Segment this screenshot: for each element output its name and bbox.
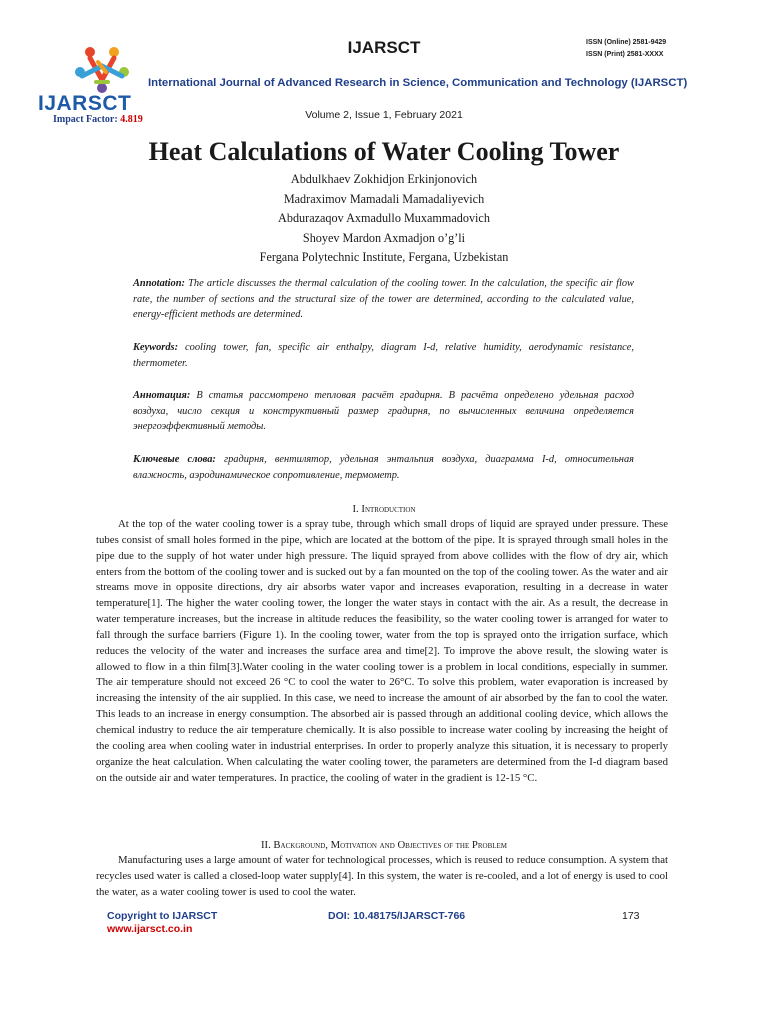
article-title: Heat Calculations of Water Cooling Tower [148,137,620,166]
page-number: 173 [622,910,640,922]
annotation-label: Annotation: [133,278,185,289]
section-body: Manufacturing uses a large amount of water for technological processes, which is reused to reduce consumption. A system that recycles used water is called a closed-loop water supply[4]. In this system, the water is re-cooled, and a lot of energy is used to cool the water, as a water cooling tower is used to cool the water. [96,854,668,898]
author-list [0,170,768,268]
keywords-paragraph: Keywords: cooling tower, fan, specific air enthalpy, diagram I-d, relative humidity, aerodynamic resistance, thermometer. [133,342,634,369]
issn-block [586,37,666,61]
author: Abdurazaqov Axmadullo Muxammadovich [278,211,490,225]
author: Madraximov Mamadali Mamadaliyevich [283,191,485,206]
section-heading: I. Introduction [352,503,416,515]
footer-copyright: Copyright to IJARSCT [107,910,218,922]
section-heading: II. Background, Motivation and Objectives of the Problem [260,839,508,851]
logo-wordmark: IJARSCT [38,92,132,115]
keywords-label: Keywords: [133,342,179,353]
journal-full-name: International Journal of Advanced Research in Science, Communication and Technology (IJARSCT) [148,77,688,89]
footer-url-link[interactable]: www.ijarsct.co.in [107,923,193,935]
issn-print: ISSN (Print) 2581-XXXX [586,51,664,58]
issn-online: ISSN (Online) 2581-9429 [586,39,667,46]
impact-factor: Impact Factor: 4.819 [53,114,143,125]
affiliation: Fergana Polytechnic Institute, Fergana, Uzbekistan [259,250,509,264]
author: Abdulkhaev Zokhidjon Erkinjonovich [290,172,478,186]
section-body: At the top of the water cooling tower is a spray tube, through which small drops of liquid are sprayed under pressure. These tubes consist of small holes formed in the pipe, which are located at the bottom of the pipe. It is sprayed through small holes in the pipe due to the supply of hot water under high pressure. The liquid sprayed from above collides with the flow of dry air, which enters from the bottom of the cooling tower and is sucked out by a fan mounted on the top of the cooling tower. As the water and air streams move in opposite directions, dry air absorbs water vapor and increases evaporation, resulting in a decrease in water temperature[1]. The higher the water cooling tower, the longer the water stays in contact with the air. As a result, the decrease in water temperature increases, but the increase in altitude reduces the feasibility, so the water cooling tower is arranged for water to fall through the surface barriers (Figure 1). In the cooling tower, water from the top is sprayed onto the irrigation surface, which reduces the velocity of the water and increases the surface area and time[2]. To improve the above result, the slowing water is allowed to flow in a thin film[3].Water cooling in the water cooling tower is a problem in local conditions, especially in summer. The air temperature should not exceed 26 °C to cool the water to 26°C. To solve this problem, water evaporation is increased by increasing the intensity of the air supplied. In this case, we need to increase the amount of air absorbed by the fan to cool the water. This leads to an increase in energy consumption. The absorbed air is passed through an additional cooling device, which allows the chemical industry to reduce the air temperature chemically. It is also possible to increase water cooling by increasing the height of the cooling area when cooling water in industrial enterprises. In order to properly analyze this situation, it is necessary to properly organize the heat calculation. When calculating the water cooling tower, the parameters are determined from the I-d diagram based on the outside air and water temperatures. In practice, the cooling of water in the gradient is 12-15 °C. [96,518,668,784]
author: Shoyev Mardon Axmadjon o’g’li [302,230,466,245]
volume-issue: Volume 2, Issue 1, February 2021 [305,109,463,121]
ru-keywords-paragraph: Ключевые слова: градирня, вентилятор, удельная энтальпия воздуха, диаграмма I-d, относительная влажность, аэродинамическое сопротивление, термометр. [133,454,634,481]
footer-doi[interactable]: DOI: 10.48175/IJARSCT-766 [328,910,466,922]
ru-annotation-paragraph: Аннотация: В статья рассмотрено тепловая расчёт градирня. В расчёта определено удельная расход воздуха, число секция и конструктивный размер градирня, по вычисленных величина определяется энергоэффективный методы. [133,390,634,433]
annotation-paragraph: Annotation: The article discusses the thermal calculation of the cooling tower. In the calculation, the specific air flow rate, the number of sections and the structural size of the tower are determined, according to the calculated value, energy-efficient methods are determined. [133,278,634,321]
impact-factor-value: 4.819 [120,114,143,125]
ru-keywords-label: Ключевые слова: [133,454,216,465]
ru-annotation-label: Аннотация: [133,390,191,401]
journal-name: IJARSCT [347,38,421,57]
